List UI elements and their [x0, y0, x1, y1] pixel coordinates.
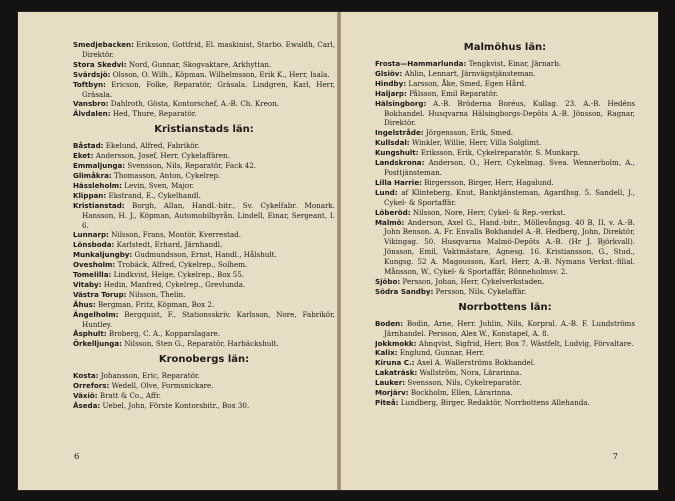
- place-name: Eket:: [73, 151, 94, 161]
- directory-entry: [375, 358, 635, 368]
- entry-text: Nord, Gunnar, Skogvaktare, Arkhyttan.: [128, 59, 272, 69]
- directory-entry: [375, 138, 635, 148]
- directory-entry: [73, 161, 335, 171]
- directory-entry: [375, 59, 635, 69]
- place-name: Kungshult:: [375, 148, 419, 158]
- directory-entry: [375, 378, 635, 388]
- directory-entry: [375, 89, 635, 99]
- directory-entry: [375, 319, 635, 339]
- directory-entry: [73, 290, 335, 300]
- place-name: Kosta:: [73, 371, 99, 381]
- section-heading: Malmöhus län:: [463, 42, 547, 53]
- place-name: Toftbyn:: [73, 79, 106, 89]
- place-name: Hässleholm:: [73, 180, 122, 190]
- place-name: Landskrona:: [375, 158, 425, 168]
- directory-entry: [375, 287, 635, 297]
- entry-text: Hedin, Manfred, Cykelrep., Grevlunda.: [103, 279, 246, 289]
- entry-text: Persson, Nils, Cykelaffär.: [435, 286, 527, 296]
- directory-entry: [375, 339, 635, 349]
- entry-text: Svensson, Nils, Cykelreparatör.: [407, 378, 522, 388]
- directory-entry: [375, 348, 635, 358]
- place-name: Vitaby:: [73, 279, 102, 289]
- directory-entry: [73, 60, 335, 70]
- entry-text: Larsson, Åke, Smed, Egen Hård.: [408, 78, 527, 88]
- place-name: Ängelholm:: [73, 309, 119, 319]
- place-name: Ingelstråde:: [375, 128, 424, 138]
- entry-text: Lundberg, Birger, Redaktör, Norrbottens Allehanda.: [400, 398, 590, 407]
- directory-entry: [73, 40, 335, 60]
- place-name: Glimåkra:: [73, 170, 112, 180]
- directory-entry: [73, 371, 335, 381]
- place-name: Västra Torup:: [73, 289, 127, 299]
- entry-text: Jörgensson, Erik, Smed.: [425, 128, 514, 138]
- place-name: Kristianstad:: [73, 200, 125, 210]
- entry-text: Anderson, Axel G., Hand.-bitr., Möllevångsg. 40 B, II, v. A.-B. John Benson. A. Fr. Envalls Bokhandel A.-B. Hedberg, John, Direktör, Vikingag. 50. Husqvarna Malmö-Depôts A.-B. (Hr J. Björkvall). Jönsson, Emil, Vaktmästare, Agnesg. 16. Kristiansson, G., Stud., Kungsg. 52 A. Magousson, Karl, Herr, A.-B. Nymans Verkst.-filial. Månsson, W., Cykel- & Sportaffär, Rönneholmsv. 2.: [384, 217, 635, 277]
- directory-entry: [73, 230, 335, 240]
- entry-text: Tengkvist, Einar, Järnarb.: [468, 59, 562, 68]
- directory-entry: [73, 260, 335, 270]
- directory-entry: [73, 151, 335, 161]
- place-name: Emmaljunga:: [73, 161, 126, 171]
- place-name: Åhus:: [73, 299, 96, 309]
- place-name: Piteå:: [375, 398, 399, 407]
- entry-text: Johansson, Eric, Reparatör.: [100, 371, 200, 381]
- place-name: Vansbro:: [73, 99, 109, 109]
- place-name: Munkaljungby:: [73, 250, 133, 260]
- entry-text: Eriksson, Erik, Cykelreparatör, S. Munkarp.: [420, 148, 580, 158]
- right-page-number: 7: [612, 452, 618, 462]
- entry-text: Ekelund, Alfred, Fabrikör.: [105, 141, 200, 151]
- place-name: Södra Sandby:: [375, 286, 434, 296]
- directory-entry: [375, 208, 635, 218]
- left-page: [73, 40, 335, 468]
- entry-text: Nilsson, Nore, Herr, Cykel- & Rep.-verkst.: [412, 207, 566, 217]
- entry-text: Pålsson, Emil Reparatör.: [409, 88, 498, 98]
- place-name: Hindby:: [375, 78, 407, 88]
- entry-text: Ekstrand, E., Cykelhandl.: [108, 190, 201, 200]
- place-name: Åseda:: [73, 401, 101, 410]
- directory-entry: [73, 141, 335, 151]
- place-name: Ovesholm:: [73, 260, 116, 270]
- entry-text: Wedell, Olve, Formsnickare.: [111, 381, 214, 391]
- directory-entry: [73, 270, 335, 280]
- entry-text: af Klinteberg, Knut, Banktjänsteman, Agardhsg. 5. Sandell, J., Cykel- & Sportaffär.: [384, 187, 635, 207]
- place-name: Åsphult:: [73, 329, 107, 339]
- directory-entry: [73, 339, 335, 349]
- place-name: Kalix:: [375, 348, 398, 358]
- directory-entry: [73, 391, 335, 401]
- entry-text: Wallström, Nora, Lärarinna.: [419, 368, 522, 378]
- directory-entry: [73, 250, 335, 260]
- entry-text: Persson, Johan, Herr, Cykelverkstaden.: [402, 276, 545, 286]
- entry-text: Ahlin, Lennart, Järnvägstjänsteman.: [404, 68, 536, 78]
- directory-entry: [73, 329, 335, 339]
- entry-text: Gudmundsson, Ernst, Handl., Hålshult.: [134, 250, 277, 260]
- place-name: Hälsingborg:: [375, 98, 427, 108]
- place-name: Båstad:: [73, 141, 104, 151]
- entry-text: Trobäck, Alfred, Cykelrep., Solhem.: [117, 260, 248, 270]
- entry-text: Levin, Sven, Major.: [124, 180, 194, 190]
- entry-text: Bratt & Co., Affr.: [99, 391, 161, 401]
- place-name: Lakaträsk:: [375, 368, 418, 378]
- place-name: Jokkmokk:: [375, 338, 417, 348]
- directory-entry: [375, 158, 635, 178]
- directory-entry: [73, 109, 335, 119]
- directory-entry: [375, 277, 635, 287]
- entry-text: Olsson, O. Wilh., Köpman. Wilhelmsson, Erik K., Herr, Isala.: [112, 69, 330, 79]
- directory-entry: [73, 401, 335, 411]
- entry-text: Hed, Thure, Reparatör.: [112, 109, 197, 119]
- entry-text: Uebel, John, Förste Kontorsbitr., Box 30.: [102, 401, 250, 410]
- directory-entry: [73, 191, 335, 201]
- entry-text: Nilsson, Sten G., Reparatör, Harbäckshult.: [124, 339, 279, 349]
- place-name: Svärdsjö:: [73, 69, 111, 79]
- place-name: Klippan:: [73, 190, 107, 200]
- directory-entry: [73, 171, 335, 181]
- entry-text: Nilsson, Frans, Montör, Kverrestad.: [111, 230, 241, 240]
- place-name: Smedjebacken:: [73, 40, 134, 49]
- entry-text: Thomasson, Anton, Cykelrep.: [114, 170, 221, 180]
- directory-entry: [73, 80, 335, 100]
- entry-text: Axel A. Wallerströms Bokhandel.: [416, 358, 536, 368]
- directory-entry: [73, 240, 335, 250]
- entry-text: Eriksson, Gottfrid, El. maskinist, Starbo. Ewaldh, Carl, Direktör.: [82, 40, 335, 59]
- section-heading: Norrbottens län:: [458, 301, 552, 313]
- place-name: Kiruna C.:: [375, 358, 415, 368]
- book-gutter: [337, 12, 341, 490]
- entry-text: Bockholm, Ellen, Lärarinna.: [410, 388, 513, 398]
- entry-text: Lindkvist, Helge, Cykelrep., Box 55.: [113, 270, 245, 280]
- place-name: Glsiöv:: [375, 68, 403, 78]
- entry-text: Borgh, Allan, Handl.-bitr., Sv. Cykelfabr. Monark. Hansson, H. J., Köpman, Automobilbyrån. Lindell, Einar, Sergeant, I. 6.: [82, 200, 335, 230]
- entry-text: Bodin, Arne, Herr. Juhlin, Nils, Korpral. A.-B. F. Lundströms Järnhandel. Persson, Alex W., Konstapel, A. 8.: [384, 318, 635, 338]
- place-name: Sjöbo:: [375, 276, 401, 286]
- directory-entry: [73, 201, 335, 231]
- directory-entry: [375, 69, 635, 79]
- directory-entry: [73, 381, 335, 391]
- directory-entry: [375, 188, 635, 208]
- entry-text: Birgersson, Birger, Herr, Hagalund.: [424, 177, 554, 187]
- place-name: Frosta—Hammarlunda:: [375, 59, 467, 68]
- place-name: Boden:: [375, 318, 404, 328]
- place-name: Lund:: [375, 187, 398, 197]
- place-name: Stora Skedvi:: [73, 59, 127, 69]
- entry-text: Englund, Gunnar, Herr.: [399, 348, 485, 358]
- place-name: Örkelljunga:: [73, 339, 122, 349]
- directory-entry: [375, 388, 635, 398]
- directory-entry: [375, 148, 635, 158]
- entry-text: Broberg, C. A., Kopparslagare.: [108, 329, 221, 339]
- directory-entry: [375, 79, 635, 89]
- entry-text: Anderson, O., Herr, Cykelmag. Svea. Wennerholm, A., Posttjänsteman.: [384, 158, 635, 177]
- place-name: Malmö:: [375, 217, 405, 227]
- directory-entry: [73, 300, 335, 310]
- entry-text: Svensson, Nils, Reparatör, Fack 42.: [127, 161, 257, 171]
- place-name: Växiö:: [73, 391, 98, 401]
- book-spread: [18, 12, 658, 490]
- entry-text: Ahnqvist, Sigfrid, Herr, Box 7. Wästfelt, Ludvig, Förvaltare.: [418, 338, 634, 348]
- entry-text: Bergquist, F., Stationsskriv. Karlsson, Nore, Fabrikör, Huntley.: [82, 309, 335, 329]
- right-page: [375, 42, 635, 470]
- place-name: Orrefors:: [73, 381, 110, 391]
- place-name: Lunnarp:: [73, 230, 109, 240]
- entry-text: Andersson, Josef, Herr, Cykelaffären.: [95, 151, 230, 161]
- directory-entry: [375, 178, 635, 188]
- place-name: Lönsboda:: [73, 240, 115, 250]
- section-heading: Kronobergs län:: [158, 354, 250, 366]
- directory-entry: [73, 310, 335, 330]
- place-name: Löberöd:: [375, 207, 411, 217]
- entry-text: Bergman, Fritz, Köpman, Box 2.: [97, 299, 215, 309]
- directory-entry: [375, 398, 635, 408]
- entry-text: Ericson, Folke, Reparatör, Gräsala. Lindgren, Karl, Herr, Gräsala.: [82, 79, 335, 99]
- directory-entry: [375, 218, 635, 277]
- section-heading: Kristianstads län:: [154, 124, 254, 136]
- directory-entry: [375, 128, 635, 138]
- left-page-number: 6: [74, 452, 80, 462]
- directory-entry: [73, 99, 335, 109]
- place-name: Kullsdal:: [375, 138, 410, 148]
- place-name: Älvdalen:: [73, 109, 111, 119]
- directory-entry: [73, 70, 335, 80]
- entry-text: Dahlroth, Gösta, Kontorschef, A.-B. Ch. Kreon.: [110, 99, 280, 109]
- place-name: Haljarp:: [375, 88, 407, 98]
- directory-entry: [375, 99, 635, 129]
- place-name: Lauker:: [375, 378, 406, 388]
- entry-text: Karlstedt, Erhard, Järnhandl.: [116, 240, 223, 250]
- place-name: Tomelilla:: [73, 270, 112, 280]
- entry-text: Winkler, Willie, Herr, Villa Solglimt.: [411, 138, 542, 148]
- directory-entry: [73, 280, 335, 290]
- directory-entry: [375, 368, 635, 378]
- place-name: Morjärv:: [375, 388, 409, 398]
- entry-text: Nilsson, Thelin.: [128, 289, 186, 299]
- place-name: Lilla Harrie:: [375, 177, 422, 187]
- entry-text: A.-B. Bröderna Boréus, Kullag. 23. A.-B. Hedéns Bokhandel. Husqvarna Hälsingborgs-Depôts A.-B. Jönsson, Ragnar, Direktör.: [384, 98, 635, 128]
- directory-entry: [73, 181, 335, 191]
